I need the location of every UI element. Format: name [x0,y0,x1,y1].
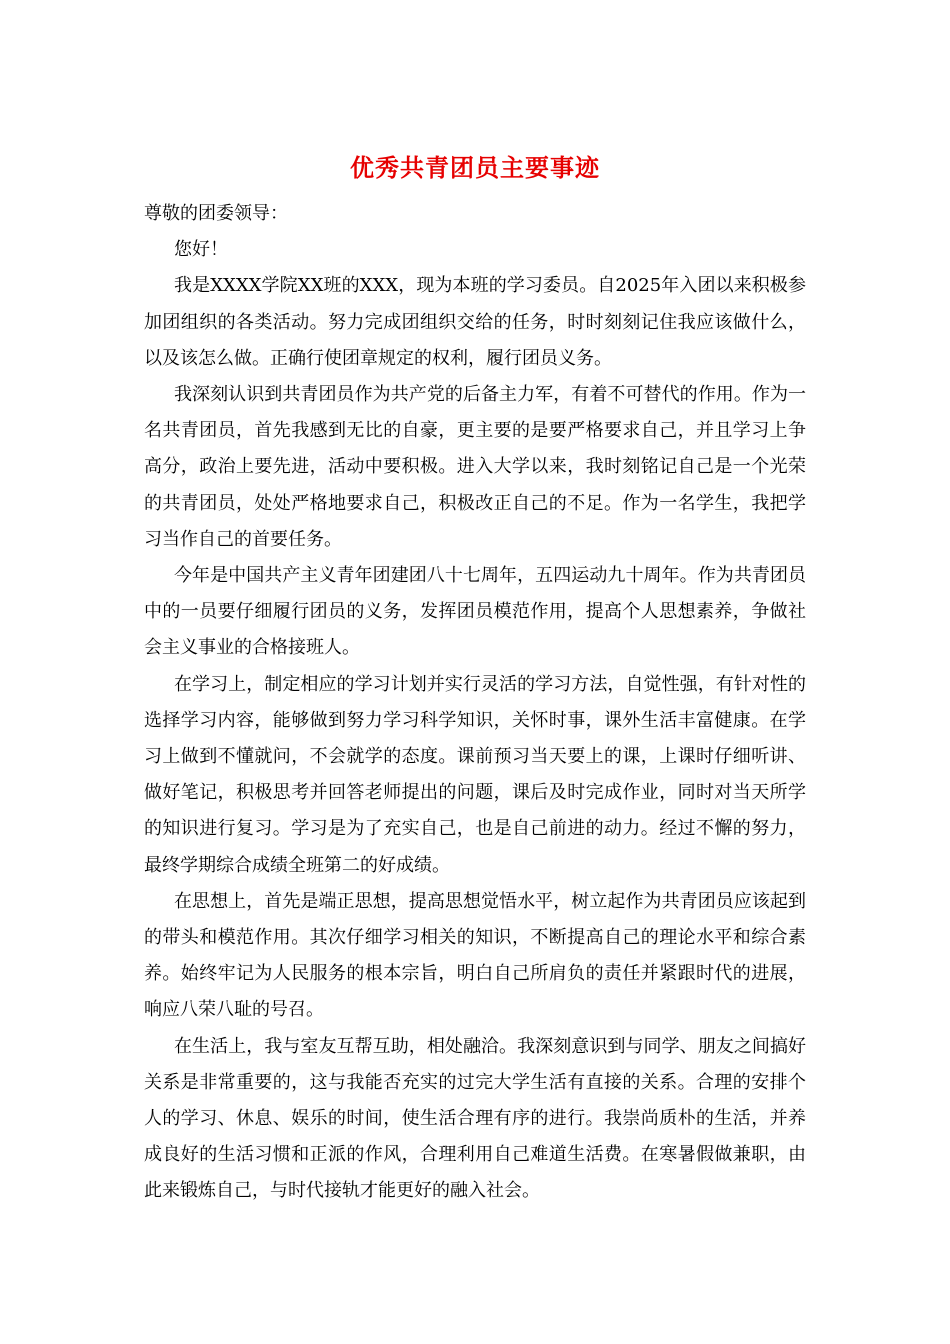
document-title: 优秀共青团员主要事迹 [350,153,600,182]
paragraph-role: 我深刻认识到共青团员作为共产党的后备主力军，有着不可替代的作用。作为一名共青团员，首先我感到无比的自豪，更主要的是要严格要求自己，并且学习上争高分，政治上要先进，活动中要积极。进入大学以来，我时刻铭记自己是一个光荣的共青团员，处处严格地要求自己，积极改正自己的不足。作为一名学生，我把学习当作自己的首要任务。 [144,384,806,550]
paragraph-life: 在生活上，我与室友互帮互助，相处融洽。我深刻意识到与同学、朋友之间搞好关系是非常重要的，这与我能否充实的过完大学生活有直接的关系。合理的安排个人的学习、休息、娱乐的时间，使生活合理有序的进行。我崇尚质朴的生活，并养成良好的生活习惯和正派的作风，合理利用自己难道生活费。在寒暑假做兼职，由此来锻炼自己，与时代接轨才能更好的融入社会。 [144,1035,806,1202]
paragraph-study: 在学习上，制定相应的学习计划并实行灵活的学习方法，自觉性强，有针对性的选择学习内容，能够做到努力学习科学知识，关怀时事，课外生活丰富健康。在学习上做到不懂就问，不会就学的态度。课前预习当天要上的课，上课时仔细听讲、做好笔记，积极思考并回答老师提出的问题，课后及时完成作业，同时对当天所学的知识进行复习。学习是为了充实自己，也是自己前进的动力。经过不懈的努力，最终学期综合成绩全班第二的好成绩。 [144,673,806,876]
salutation: 尊敬的团委领导： [144,203,288,224]
paragraph-intro: 我是XXXX学院XX班的XXX，现为本班的学习委员。自2025年入团以来积极参加团组织的各类活动。努力完成团组织交给的任务，时时刻刻记住我应该做什么，以及该怎么做。正确行使团章规定的权利，履行团员义务。 [144,275,806,369]
paragraph-thought: 在思想上，首先是端正思想，提高思想觉悟水平，树立起作为共青团员应该起到的带头和模范作用。其次仔细学习相关的知识，不断提高自己的理论水平和综合素养。始终牢记为人民服务的根本宗旨，明白自己所肩负的责任并紧跟时代的进展，响应八荣八耻的号召。 [144,890,806,1021]
greeting: 您好！ [174,239,228,261]
document-body [144,196,806,1210]
paragraph-anniversary: 今年是中国共产主义青年团建团八十七周年，五四运动九十周年。作为共青团员中的一员要仔细履行团员的义务，发挥团员模范作用，提高个人思想素养，争做社会主义事业的合格接班人。 [144,565,806,659]
